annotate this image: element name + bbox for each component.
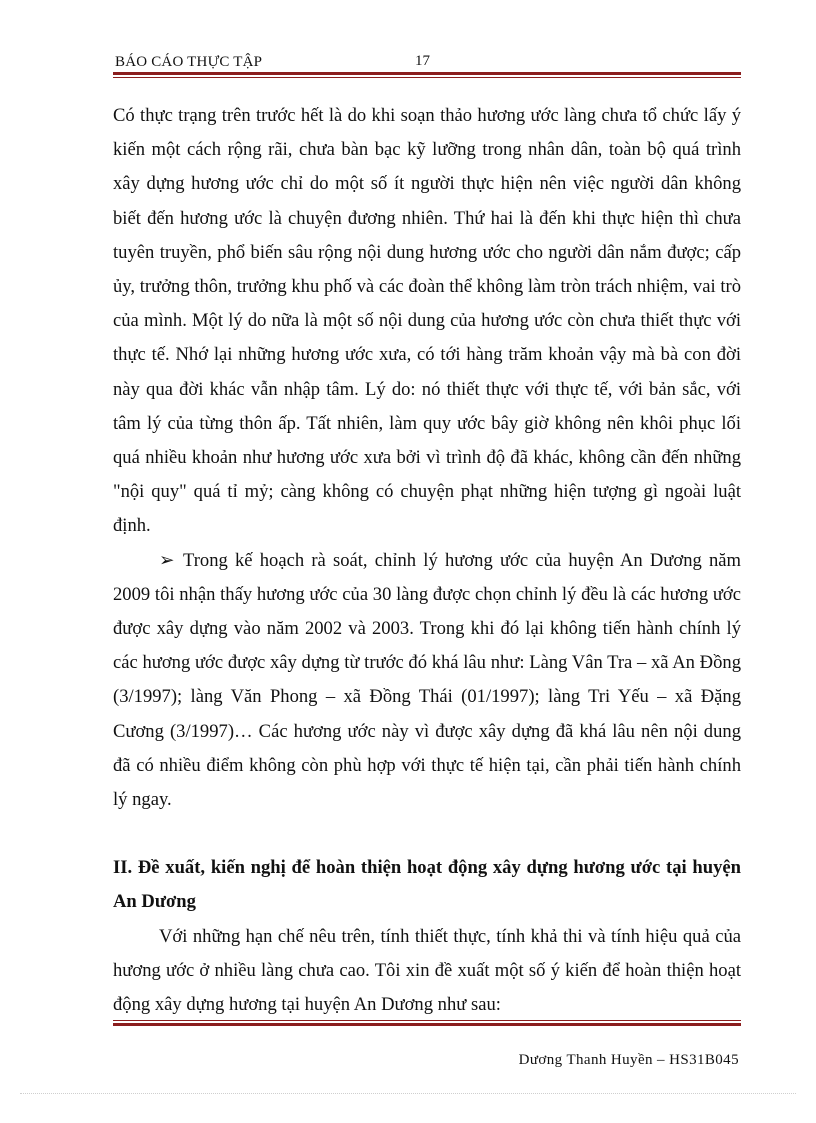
footer-author: Dương Thanh Huyền – HS31B045 [518,1052,739,1068]
header-rule-thin [113,77,741,78]
page-number: 17 [415,53,430,69]
footer-rule-thin [113,1020,741,1021]
paragraph-review-plan [113,544,741,818]
paragraph-causes: Có thực trạng trên trước hết là do khi soạn thảo hương ước làng chưa tổ chức lấy ý kiến một cách rộng rãi, chưa bàn bạc kỹ lưỡng trong nhân dân, toàn bộ quá trình xây dựng hương ước chỉ do một số ít người thực hiện nên việc người dân không biết đến hương ước là chuyện đương nhiên. Thứ hai là đến khi thực hiện thì chưa tuyên truyền, phổ biến sâu rộng nội dung hương ước cho người dân nắm được; cấp ủy, trưởng thôn, trưởng khu phố và các đoàn thể không làm tròn trách nhiệm, vai trò của mình. Một lý do nữa là một số nội dung của hương ước còn chưa thiết thực với thực tế. Nhớ lại những hương ước xưa, có tới hàng trăm khoản vậy mà bà con đời này qua đời khác vẫn nhập tâm. Lý do: nó thiết thực với thực tế, với bản sắc, với tâm lý của từng thôn ấp. Tất nhiên, làm quy ước bây giờ không nên khôi phục lối quá nhiều khoản như hương ước xưa bởi vì trình độ đã khác, không cần đến những "nội quy" quá tỉ mỷ; càng không có chuyện phạt những hiện tượng gì ngoài luật định. [113,105,741,537]
section-heading: II. Đề xuất, kiến nghị để hoàn thiện hoạt động xây dựng hương ước tại huyện An Dương [113,857,741,913]
document-body [113,99,741,1022]
header-title: BÁO CÁO THỰC TẬP [115,54,263,70]
paragraph-review-plan-text: Trong kế hoạch rà soát, chỉnh lý hương ước của huyện An Dương năm 2009 tôi nhận thấy hương ước của 30 làng được chọn chỉnh lý đều là các hương ước được xây dựng vào năm 2002 và 2003. Trong khi đó lại không tiến hành chính lý các hương ước được xây dựng từ trước đó khá lâu như: Làng Vân Tra – xã An Đồng (3/1997); làng Văn Phong – xã Đồng Thái (01/1997); làng Tri Yếu – xã Đặng Cương (3/1997)… Các hương ước này vì được xây dựng đã khá lâu nên nội dung đã có nhiều điểm không còn phù hợp với thực tế hiện tại, cần phải tiến hành chính lý ngay. [113,549,741,811]
page-bottom-divider [20,1093,796,1094]
footer-rule-thick [113,1023,741,1026]
paragraph-proposal-intro: Với những hạn chế nêu trên, tính thiết thực, tính khả thi và tính hiệu quả của hương ước ở nhiều làng chưa cao. Tôi xin đề xuất một số ý kiến để hoàn thiện hoạt động xây dựng hương tại huyện An Dương như sau: [113,925,741,1016]
arrow-bullet-icon: ➢ [159,549,175,571]
header-rule-thick [113,72,741,75]
